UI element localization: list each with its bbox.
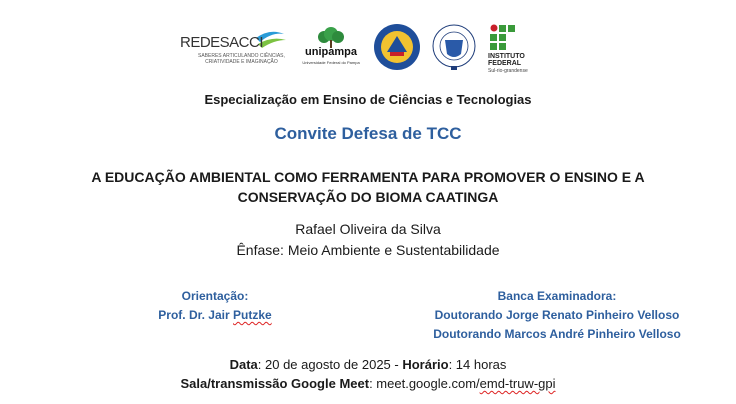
partner-logos (178, 22, 548, 78)
unipampa-caption: Universidade Federal do Pampa (302, 60, 360, 65)
redesacci-tagline-2: CRIATIVIDADE E IMAGINAÇÃO (205, 59, 278, 65)
meet-link-prefix[interactable]: : meet.google.com/ (369, 376, 480, 391)
time-value: : 14 horas (448, 357, 507, 372)
ufrpe-seal (372, 22, 422, 72)
ifsul-line1: INSTITUTO (488, 53, 525, 60)
university-seal-icon (430, 22, 478, 72)
meet-link-code[interactable]: emd-truw-gpi (479, 376, 556, 391)
redesacci-tagline-1: SABERES ARTICULANDO CIÊNCIAS, (198, 53, 285, 59)
ifsul-line3: Sul-rio-grandense (488, 68, 528, 74)
advisor-surname: Putzke (233, 308, 272, 322)
redesacci-logo (178, 28, 288, 74)
redesacci-name: REDESACCI (180, 34, 264, 51)
ifsul-grid-icon (490, 24, 520, 52)
time-label: Horário (402, 357, 449, 372)
thesis-title-line2: CONSERVAÇÃO DO BIOMA CAATINGA (237, 189, 499, 205)
date-label: Data (229, 357, 258, 372)
board-member-1: Doutorando Jorge Renato Pinheiro Velloso (434, 308, 680, 322)
board-block (405, 287, 709, 344)
program-name: Especialização em Ensino de Ciências e Tecnologias (204, 92, 532, 107)
board-member-2: Doutorando Marcos André Pinheiro Velloso (433, 327, 681, 341)
ufrpe-seal-icon (372, 22, 422, 72)
room-line (0, 376, 736, 391)
orientation-advisor (130, 306, 300, 325)
ifsul-logo (488, 22, 548, 76)
board-heading: Banca Examinadora: (497, 289, 617, 303)
unipampa-name: unipampa (305, 46, 357, 58)
emphasis: Ênfase: Meio Ambiente e Sustentabilidade (236, 242, 500, 258)
thesis-title-line1: A EDUCAÇÃO AMBIENTAL COMO FERRAMENTA PARA PROMOVER O ENSINO E A (91, 169, 645, 185)
orientation-heading: Orientação: (181, 289, 249, 303)
invite-title: Convite Defesa de TCC (274, 124, 462, 143)
advisor-name-prefix: Prof. Dr. Jair (158, 308, 233, 322)
date-line (0, 357, 736, 372)
university-seal (430, 22, 478, 72)
unipampa-logo (300, 26, 362, 76)
orientation-block (130, 287, 300, 325)
ifsul-line2: FEDERAL (488, 60, 522, 67)
date-value: : 20 de agosto de 2025 - (257, 357, 403, 372)
room-label: Sala/transmissão Google Meet (180, 376, 370, 391)
student-name: Rafael Oliveira da Silva (295, 221, 441, 237)
